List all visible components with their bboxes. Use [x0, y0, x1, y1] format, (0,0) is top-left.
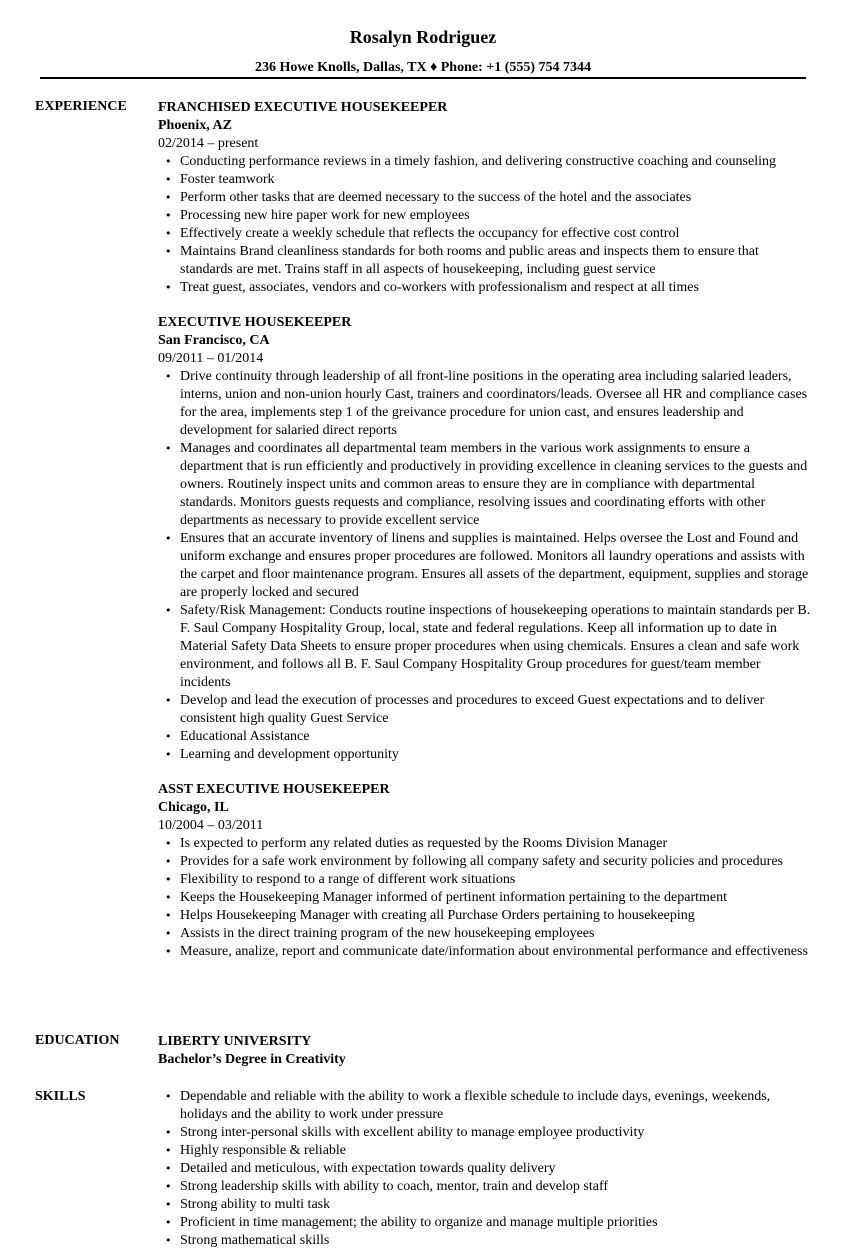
header-divider — [40, 77, 806, 79]
experience-section — [158, 99, 813, 961]
list-item: • Flexibility to respond to a range of different work situations — [158, 871, 813, 889]
skills-list — [158, 1088, 813, 1250]
list-item: • Treat guest, associates, vendors and co-workers with professionalism and respect at all times — [158, 279, 813, 297]
list-item: • Provides for a safe work environment by following all company safety and security policies and procedures — [158, 853, 813, 871]
list-item: • Strong mathematical skills — [158, 1232, 813, 1250]
list-item: • Assists in the direct training program of the new housekeeping employees — [158, 925, 813, 943]
list-item: • Safety/Risk Management: Conducts routine inspections of housekeeping operations to maintain standards per B. F. Saul Company Hospitality Group, local, state and federal regulations. Keep all information up to date in Material Safety Data Sheets to ensure proper procedures when using chemicals. Ensures a clean and safe work environment, and follows all B. F. Saul Company Hospitality Group procedures for guest/team member incidents — [158, 602, 813, 692]
skills-section — [158, 1088, 813, 1250]
section-label-education: EDUCATION — [35, 1033, 120, 1048]
job-location: Chicago, IL — [158, 800, 229, 815]
job-location: San Francisco, CA — [158, 333, 270, 348]
section-label-experience: EXPERIENCE — [35, 99, 127, 114]
section-label-skills: SKILLS — [35, 1089, 86, 1104]
list-item: • Ensures that an accurate inventory of linens and supplies is maintained. Helps oversee the Lost and Found and uniform exchange and ensures proper procedures are followed. Monitors all laundry operations and assists with the carpet and floor maintenance program. Ensures all assets of the department, equipment, supplies and storage are properly locked and secured — [158, 530, 813, 602]
contact-line: 236 Howe Knolls, Dallas, TX ♦ Phone: +1 (555) 754 7344 — [254, 60, 592, 75]
list-item: • Strong leadership skills with ability to coach, mentor, train and develop staff — [158, 1178, 813, 1196]
list-item: • Conducting performance reviews in a timely fashion, and delivering constructive coaching and counseling — [158, 153, 813, 171]
list-item: • Is expected to perform any related duties as requested by the Rooms Division Manager — [158, 835, 813, 853]
school-name: LIBERTY UNIVERSITY — [158, 1034, 312, 1049]
list-item: • Develop and lead the execution of processes and procedures to exceed Guest expectations and to deliver consistent high quality Guest Service — [158, 692, 813, 728]
job-entry — [158, 99, 813, 297]
job-entry — [158, 781, 813, 961]
job-duties-list — [158, 835, 813, 961]
list-item: • Perform other tasks that are deemed necessary to the success of the hotel and the associates — [158, 189, 813, 207]
list-item: • Detailed and meticulous, with expectation towards quality delivery — [158, 1160, 813, 1178]
list-item: • Effectively create a weekly schedule that reflects the occupancy for effective cost control — [158, 225, 813, 243]
job-dates: 02/2014 – present — [158, 136, 259, 151]
job-title: ASST EXECUTIVE HOUSEKEEPER — [158, 782, 390, 797]
job-dates: 09/2011 – 01/2014 — [158, 351, 264, 366]
job-duties-list — [158, 153, 813, 297]
list-item: • Educational Assistance — [158, 728, 813, 746]
job-title: FRANCHISED EXECUTIVE HOUSEKEEPER — [158, 100, 448, 115]
list-item: • Strong inter-personal skills with excellent ability to manage employee productivity — [158, 1124, 813, 1142]
list-item: • Measure, analize, report and communicate date/information about environmental performance and effectiveness — [158, 943, 813, 961]
degree-name: Bachelor’s Degree in Creativity — [158, 1052, 346, 1067]
list-item: • Maintains Brand cleanliness standards for both rooms and public areas and inspects them to ensure that standards are met. Trains staff in all aspects of housekeeping, including guest service — [158, 243, 813, 279]
candidate-name: Rosalyn Rodriguez — [349, 27, 497, 47]
list-item: • Foster teamwork — [158, 171, 813, 189]
list-item: • Highly responsible & reliable — [158, 1142, 813, 1160]
list-item: • Dependable and reliable with the ability to work a flexible schedule to include days, evenings, weekends, holidays and the ability to work under pressure — [158, 1088, 813, 1124]
list-item: • Drive continuity through leadership of all front-line positions in the operating area including salaried leaders, interns, union and non-union hourly Cast, trainers and coordinators/leads. Oversee all HR and compliance cases for the area, implements step 1 of the greivance procedure for union cast, and ensures leadership and development for salaried direct reports — [158, 368, 813, 440]
job-location: Phoenix, AZ — [158, 118, 232, 133]
spacer — [158, 297, 813, 314]
job-duties-list — [158, 368, 813, 764]
list-item: • Strong ability to multi task — [158, 1196, 813, 1214]
job-entry — [158, 314, 813, 764]
job-title: EXECUTIVE HOUSEKEEPER — [158, 315, 352, 330]
spacer — [158, 764, 813, 781]
education-section — [158, 1033, 813, 1069]
list-item: • Proficient in time management; the ability to organize and manage multiple priorities — [158, 1214, 813, 1232]
list-item: • Helps Housekeeping Manager with creating all Purchase Orders pertaining to housekeeping — [158, 907, 813, 925]
list-item: • Keeps the Housekeeping Manager informed of pertinent information pertaining to the department — [158, 889, 813, 907]
list-item: • Manages and coordinates all departmental team members in the various work assignments to ensure a department that is run efficiently and productively in providing excellence in cleaning services to the guests and owners. Routinely inspect units and common areas to ensure they are in compliance with departmental standards. Monitors guests requests and compliance, resolving issues and coordinating efforts with other departments as necessary to provide excellent service — [158, 440, 813, 530]
list-item: • Processing new hire paper work for new employees — [158, 207, 813, 225]
job-dates: 10/2004 – 03/2011 — [158, 818, 264, 833]
list-item: • Learning and development opportunity — [158, 746, 813, 764]
